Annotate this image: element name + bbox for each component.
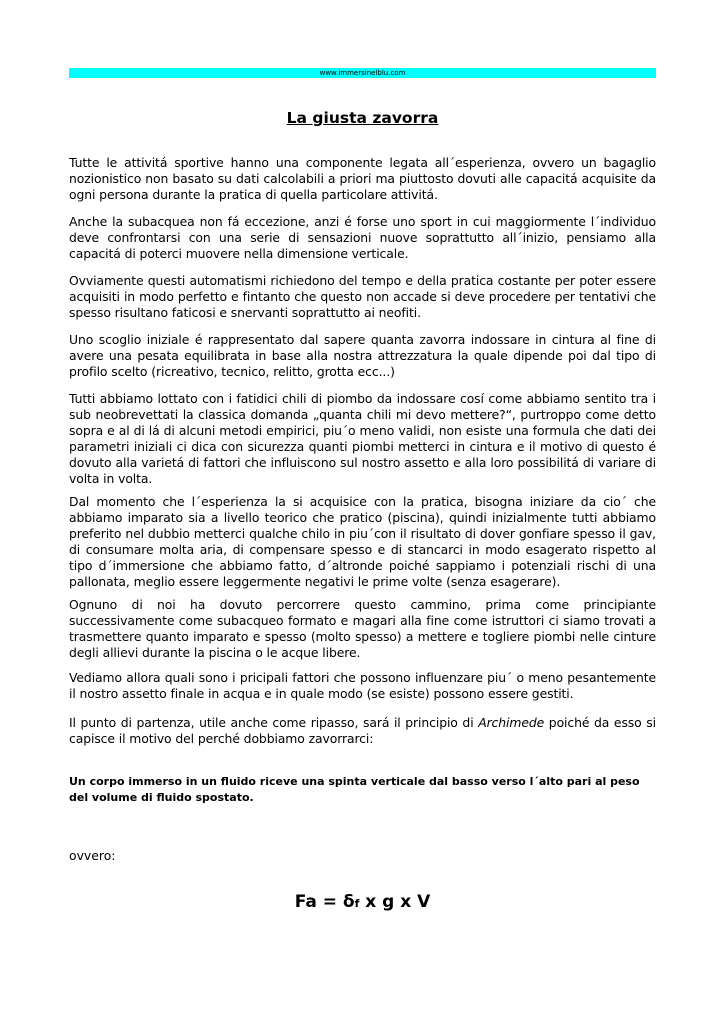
formula-subscript: f bbox=[354, 897, 360, 910]
paragraph-4: Uno scoglio iniziale é rappresentato dal sapere quanta zavorra indossare in cintura al fine di avere una pesata equilibrata in base alla nostra attrezzatura la quale dipende poi dal tipo di profilo scelto (ricreativo, tecnico, relitto, grotta ecc...) bbox=[69, 332, 656, 379]
paragraph-6: Dal momento che l´esperienza la si acquisice con la pratica, bisogna iniziare da cio´ che abbiamo imparato sia a livello teorico che pratico (piscina), quindi inizialmente tutti abbiamo preferito nel dubbio metterci qualche chilo in piu´con il risultato di dover gonfiare spesso il gav, di consumare molta aria, di compensare spesso e di stancarci in modo esagerato rispetto al tipo d´immersione che abbiamo fatto, d´altronde poiché sappiamo i potenziali rischi di una pallonata, meglio essere leggermente negativi le prime volte (senza esagerare). bbox=[69, 494, 656, 589]
paragraph-8: Vediamo allora quali sono i pricipali fattori che possono influenzare piu´ o meno pesantemente il nostro assetto finale in acqua e in quale modo (se esiste) possono essere gestiti. bbox=[69, 670, 656, 701]
paragraph-archimede bbox=[69, 715, 656, 747]
header-bar bbox=[69, 68, 656, 78]
paragraph-1: Tutte le attivitá sportive hanno una componente legata all´esperienza, ovvero un bagaglio nozionistico non basato su dati calcolabili a priori ma piuttosto dovuti alle capacitá acquisite da ogni persona durante la pratica di quella particolare attivitá. bbox=[69, 155, 656, 202]
document-title: La giusta zavorra bbox=[286, 109, 439, 127]
header-url: www.immersinelblu.com bbox=[319, 69, 406, 77]
paragraph-7: Ognuno di noi ha dovuto percorrere questo cammino, prima come principiante successivamente come subacqueo formato e magari alla fine come istruttori ci siamo trovati a trasmettere quanto imparato e spesso (molto spesso) a mettere e togliere piombi nelle cinture degli allievi durante la piscina o le acque libere. bbox=[69, 597, 656, 660]
paragraph-3: Ovviamente questi automatismi richiedono del tempo e della pratica costante per poter essere acquisiti in modo perfetto e fintanto che questo non accade si deve procedere per tentativi che spesso risultano faticosi e snervanti soprattutto ai neofiti. bbox=[69, 273, 656, 320]
archimede-text-after: poiché da esso si capisce il motivo del perché dobbiamo zavorrarci: bbox=[69, 715, 656, 746]
archimede-text-before: Il punto di partenza, utile anche come ripasso, sará il principio di bbox=[69, 715, 479, 730]
archimede-principle: Un corpo immerso in un fluido riceve una spinta verticale dal basso verso l´alto pari al peso del volume di fluido spostato. bbox=[69, 775, 640, 804]
archimede-formula bbox=[69, 890, 656, 916]
formula-left: Fa = δ bbox=[294, 892, 355, 912]
formula-right: x g x V bbox=[359, 892, 431, 912]
ovvero-label: ovvero: bbox=[69, 848, 116, 863]
archimede-name: Archimede bbox=[478, 715, 545, 730]
paragraph-2: Anche la subacquea non fá eccezione, anzi é forse uno sport in cui maggiormente l´individuo deve confrontarsi con una serie di sensazioni nuove soprattutto all´inizio, pensiamo alla capacitá di poterci muovere nella dimensione verticale. bbox=[69, 214, 656, 261]
paragraph-5: Tutti abbiamo lottato con i fatidici chili di piombo da indossare cosí come abbiamo sentito tra i sub neobrevettati la classica domanda „quanta chili mi devo mettere?“, purtroppo come detto sopra e al di lá di alcuni metodi empirici, piu´o meno validi, non esiste una formula che dati dei parametri iniziali ci dica con sicurezza quanti piombi metterci in cintura e il motivo di questo é dovuto alla varietá di fattori che influiscono sul nostro assetto e alla loro possibilitá di variare di volta in volta. bbox=[69, 391, 656, 486]
